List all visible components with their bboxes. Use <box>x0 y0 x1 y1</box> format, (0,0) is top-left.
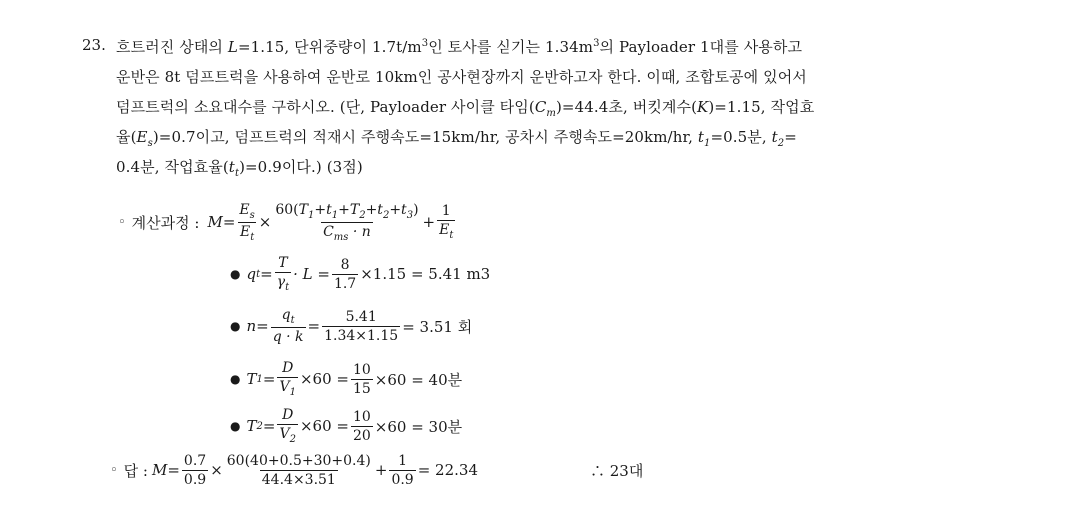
question-line-3: 덤프트럭의 소요대수를 구하시오. (단, Payloader 사이클 타임$(C_m)=44.4$초, 버킷계수(K)=1.15, 작업효 <box>116 98 815 119</box>
final-answer: ∴ 23대 <box>590 462 644 480</box>
question-line-5: 0.4분, 작업효율$(t_t)=0.9$이다.) (3점) <box>116 158 363 179</box>
es-over-et: $\frac{E_s}{E_t}$ <box>239 201 255 243</box>
calc-formula: ◦ 계산과정 : M = $\frac{E_s}{E_t}$ × $\frac{60(T_1+t_1+T_2+t_2+t_3)}{C_{ms} \cdot n}$ + $\frac{1}{E_t}$ <box>118 201 454 243</box>
cycle-fraction: $\frac{60(T_1+t_1+T_2+t_2+t_3)}{C_{ms} \cdot n}$ <box>275 201 419 243</box>
bullet-icon: ● <box>230 267 241 281</box>
bullet-icon: ● <box>230 419 241 433</box>
bullet-icon: ● <box>230 372 241 386</box>
question-line-4: 율$(E_s)=0.7$이고, 덤프트럭의 적재시 주행속도=15km/hr, 공차시 주행속도=20km/hr, $t_1=0.5$분, $t_2=$ <box>116 128 797 149</box>
question-number: 23. <box>82 36 106 54</box>
question-line-2: 운반은 8t 덤프트럭을 사용하여 운반로 10km인 공사현장까지 운반하고자 한다. 이때, 조합토공에 있어서 <box>116 68 807 86</box>
qt-formula: ● q t = $\frac{T}{\gamma_t}$ · L = $\frac{8}{1.7}$ ×1.15 = 5.41 m3 <box>230 255 491 293</box>
t1-formula: ● T 1 = $\frac{D}{V_1}$ ×60 = $\frac{10}{15}$ ×60 = 40분 <box>230 360 463 398</box>
question-line-1: 흐트러진 상태의 L=1.15, 단위중량이 $1.7t/m^3$인 토사를 싣기는 $1.34m^3$의 Payloader 1대를 사용하고 <box>116 38 803 56</box>
ring-bullet-icon: ◦ <box>118 214 126 230</box>
calc-label: 계산과정 : <box>131 213 200 232</box>
answer-formula: ◦ 답 : M = $\frac{0.7}{0.9}$ × $\frac{60(40+0.5+30+0.4)}{44.4\times 3.51}$ + $\frac{1}{0.9}$ = 22.34 <box>110 452 478 488</box>
ring-bullet-icon: ◦ <box>110 462 118 478</box>
bullet-icon: ● <box>230 319 241 333</box>
n-formula: ● n = $\frac{q_t}{q \cdot k}$ = $\frac{5.41}{1.34\times 1.15}$ = 3.51 회 <box>230 307 473 345</box>
t2-formula: ● T 2 = $\frac{D}{V_2}$ ×60 = $\frac{10}{20}$ ×60 = 30분 <box>230 407 463 445</box>
one-over-et: $\frac{1}{E_t}$ <box>439 203 454 241</box>
answer-label: 답 : <box>123 461 148 480</box>
